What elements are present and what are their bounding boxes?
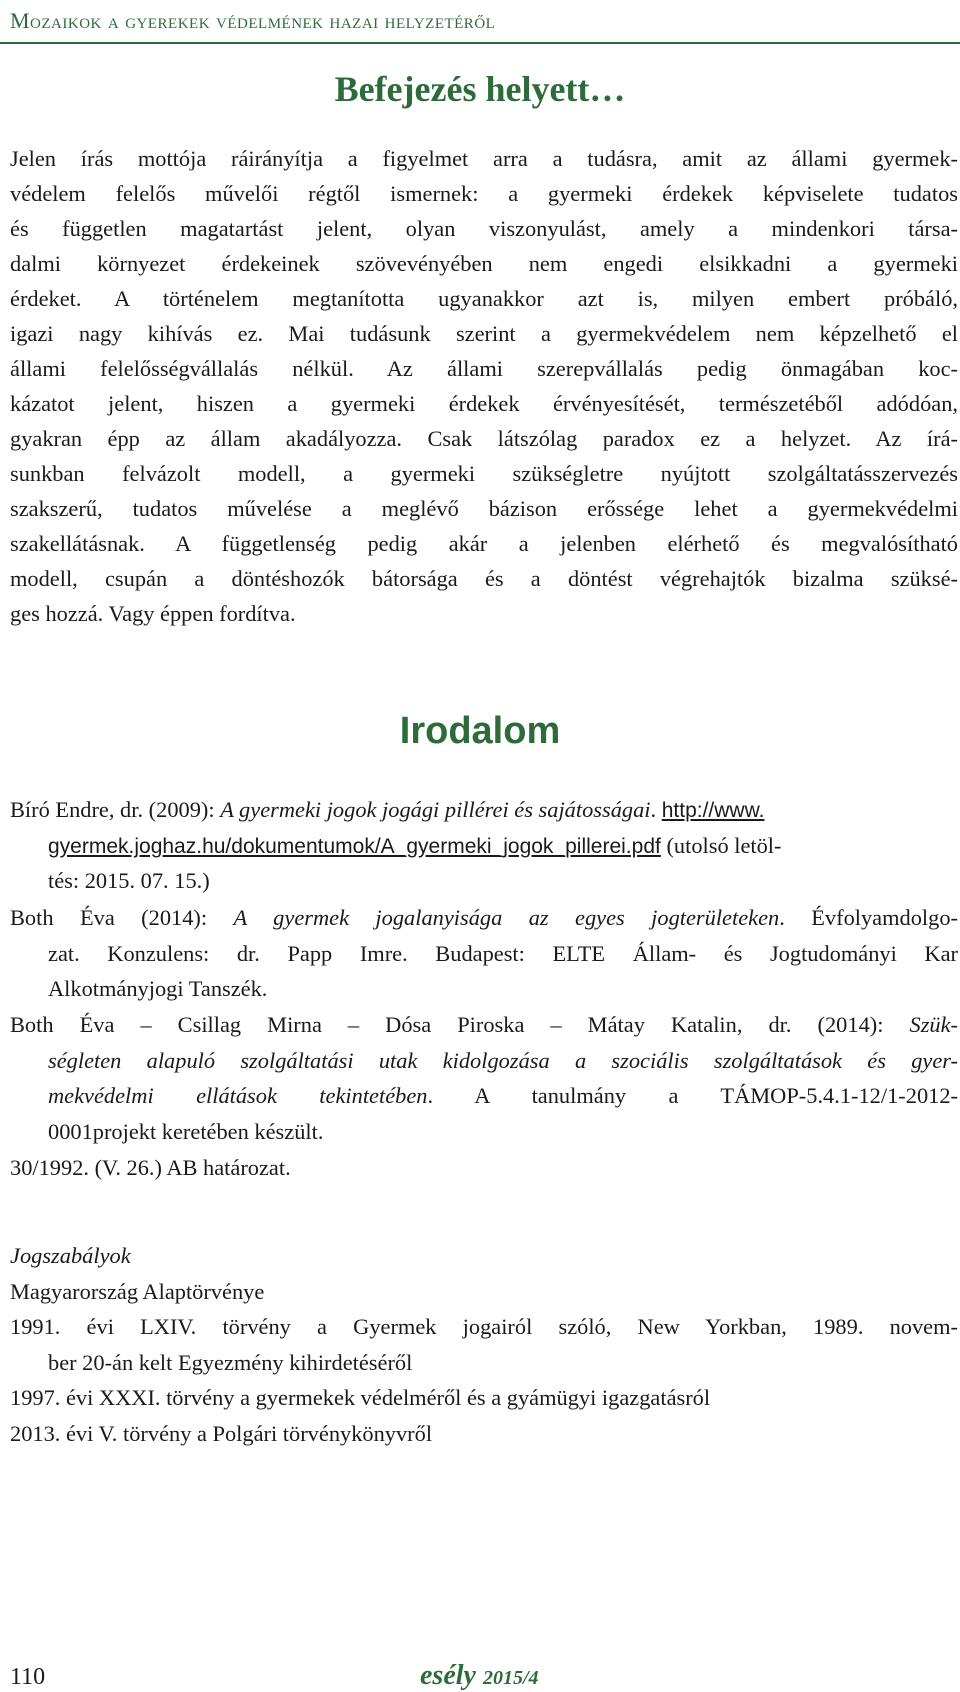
reference-link[interactable]: http://www. (661, 799, 765, 822)
reference-title: ségleten alapuló szolgáltatási utak kidolgozása a szociális szolgáltatások és gyer- (48, 1047, 958, 1073)
reference-line: tés: 2015. 07. 15.) (48, 868, 210, 893)
reference-line: 30/1992. (V. 26.) AB határozat. (10, 1155, 291, 1180)
section-title-conclusion: Befejezés helyett… (334, 69, 626, 109)
paragraph-line: védelem felelős művelői régtől ismernek: a gyermeki érdekek képviselete tudatos (10, 181, 958, 206)
magazine-footer (420, 1660, 539, 1692)
reference-text: . (650, 797, 662, 822)
law-item: 1997. évi XXXI. törvény a gyermekek védelméről és a gyámügyi igazgatásról (10, 1385, 711, 1410)
reference-author: Bíró Endre, dr. (2009): (10, 797, 221, 822)
reference-item (10, 1007, 958, 1149)
reference-text: (utolsó letöl- (660, 832, 782, 858)
law-item: Magyarország Alaptörvénye (10, 1278, 265, 1304)
reference-title: Szük- (909, 1012, 958, 1037)
paragraph-line: kázatot jelent, hiszen a gyermeki érdekek érvényesítését, természetéből adódóan, (10, 391, 958, 416)
law-item: 1991. évi LXIV. törvény a Gyermek jogairól szóló, New Yorkban, 1989. novem- (10, 1314, 958, 1339)
reference-title: A gyermek jogalanyisága az egyes jogterületeken (233, 905, 780, 930)
page-number: 110 (10, 1664, 46, 1690)
paragraph-line: dalmi környezet érdekeinek szövevényében nem engedi elsikkadni a gyermeki (10, 251, 958, 276)
reference-title: mekvédelmi ellátások tekintetében (48, 1083, 428, 1108)
paragraph-line: Jelen írás mottója ráirányítja a figyelmet arra a tudásra, amit az állami gyermek- (10, 146, 958, 171)
law-item: 2013. évi V. törvény a Polgári törvénykönyvről (10, 1420, 433, 1446)
reference-line (10, 1043, 958, 1079)
paragraph-line: és független magatartást jelent, olyan viszonyulást, amely a mindenkori társa- (10, 216, 958, 241)
reference-author: Both Éva – Csillag Mirna – Dósa Piroska – Mátay Katalin, dr. (2014): (10, 1012, 910, 1037)
section-title-references: Irodalom (399, 710, 561, 752)
reference-line: zat. Konzulens: dr. Papp Imre. Budapest: ELTE Állam- és Jogtudományi Kar (48, 940, 958, 966)
reference-item (10, 900, 958, 1007)
reference-line (10, 900, 958, 936)
laws-heading: Jogszabályok (10, 1243, 131, 1268)
paragraph-line: szakellátásnak. A függetlenség pedig akár a jelenben elérhető és megvalósítható (10, 531, 958, 556)
reference-item (10, 792, 958, 899)
reference-link[interactable]: gyermek.joghaz.hu/dokumentumok/A_gyermeki_jogok_pillerei.pdf (48, 834, 661, 858)
paragraph-line: gyakran épp az állam akadályozza. Csak látszólag paradox ez a helyzet. Az írá- (10, 426, 958, 451)
paragraph-line: érdeket. A történelem megtanította ugyanakkor azt is, milyen embert próbáló, (10, 286, 958, 311)
reference-line: Alkotmányjogi Tanszék. (48, 976, 268, 1001)
reference-line: 0001projekt keretében készült. (48, 1118, 324, 1144)
conclusion-paragraph (10, 141, 958, 631)
paragraph-line: igazi nagy kihívás ez. Mai tudásunk szerint a gyermekvédelem nem képzelhető el (10, 321, 958, 346)
running-header: Mozaikok a gyerekek védelmének hazai helyzetéről (10, 8, 496, 33)
magazine-name: esély (420, 1660, 476, 1691)
laws-list (10, 1238, 958, 1451)
reference-line (10, 1078, 958, 1114)
reference-text: . A tanulmány a TÁMOP-5.4.1-12/1-2012- (427, 1083, 958, 1108)
paragraph-line: sunkban felvázolt modell, a gyermeki szükségletre nyújtott szolgáltatásszervezés (10, 461, 958, 486)
reference-line (10, 792, 958, 828)
reference-line (10, 1007, 958, 1043)
paragraph-line: modell, csupán a döntéshozók bátorsága és a döntést végrehajtók bizalma szüksé- (10, 566, 958, 591)
paragraph-line: állami felelősségvállalás nélkül. Az állami szerepvállalás pedig önmagában koc- (10, 356, 958, 381)
reference-author: Both Éva (2014): (10, 905, 234, 930)
reference-line (10, 828, 958, 864)
reference-text: . Évfolyamdolgo- (779, 905, 958, 930)
reference-item (10, 1150, 958, 1186)
law-item-continuation: ber 20-án kelt Egyezmény kihirdetéséről (48, 1349, 413, 1375)
paragraph-line: ges hozzá. Vagy éppen fordítva. (10, 601, 296, 626)
paragraph-line: szakszerű, tudatos művelése a meglévő bázison erőssége lehet a gyermekvédelmi (10, 496, 958, 521)
reference-title: A gyermeki jogok jogági pillérei és sajátosságai (220, 797, 651, 822)
magazine-issue: 2015/4 (482, 1667, 539, 1689)
header-rule (0, 42, 960, 44)
